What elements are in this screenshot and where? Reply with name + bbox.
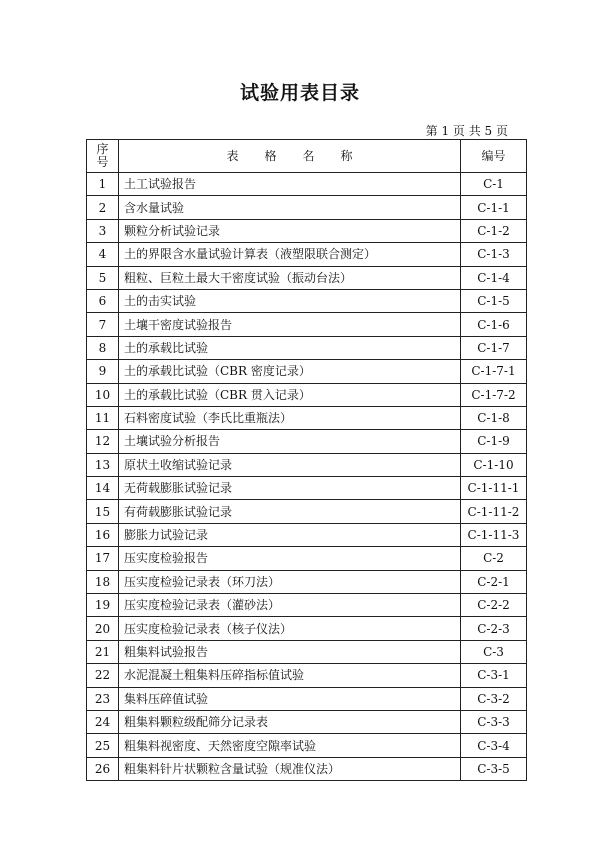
table-row (87, 430, 527, 453)
row-form-name: 压实度检验记录表（灌砂法） (119, 594, 461, 617)
row-form-name: 颗粒分析试验记录 (119, 219, 461, 242)
table-row (87, 313, 527, 336)
row-form-name: 粗集料视密度、天然密度空隙率试验 (119, 734, 461, 757)
row-code: C-3 (461, 640, 527, 663)
row-number: 19 (87, 594, 119, 617)
row-code: C-1-11-3 (461, 523, 527, 546)
row-form-name: 粗粒、巨粒土最大干密度试验（振动台法） (119, 266, 461, 289)
row-code: C-3-1 (461, 664, 527, 687)
table-row (87, 594, 527, 617)
table-row (87, 687, 527, 710)
row-code: C-1-1 (461, 196, 527, 219)
table-row (87, 477, 527, 500)
row-code: C-1-3 (461, 243, 527, 266)
row-number: 24 (87, 710, 119, 733)
row-number: 6 (87, 289, 119, 312)
row-form-name: 水泥混凝土粗集料压碎指标值试验 (119, 664, 461, 687)
row-code: C-1-7-1 (461, 360, 527, 383)
row-form-name: 无荷载膨胀试验记录 (119, 477, 461, 500)
row-code: C-2 (461, 547, 527, 570)
row-form-name: 土的击实试验 (119, 289, 461, 312)
row-number: 2 (87, 196, 119, 219)
row-code: C-1-7 (461, 336, 527, 359)
row-code: C-1-2 (461, 219, 527, 242)
row-form-name: 土的承载比试验（CBR 贯入记录） (119, 383, 461, 406)
row-form-name: 粗集料试验报告 (119, 640, 461, 663)
row-code: C-1-8 (461, 406, 527, 429)
table-row (87, 757, 527, 780)
row-form-name: 粗集料颗粒级配筛分记录表 (119, 710, 461, 733)
table-row (87, 406, 527, 429)
row-form-name: 土壤干密度试验报告 (119, 313, 461, 336)
row-code: C-1-6 (461, 313, 527, 336)
row-number: 26 (87, 757, 119, 780)
row-number: 11 (87, 406, 119, 429)
row-number: 8 (87, 336, 119, 359)
row-code: C-3-3 (461, 710, 527, 733)
row-number: 12 (87, 430, 119, 453)
header-code: 编号 (461, 140, 527, 173)
table-row (87, 664, 527, 687)
row-number: 15 (87, 500, 119, 523)
row-number: 23 (87, 687, 119, 710)
row-number: 7 (87, 313, 119, 336)
row-form-name: 土壤试验分析报告 (119, 430, 461, 453)
row-form-name: 石料密度试验（李氏比重瓶法） (119, 406, 461, 429)
row-form-name: 压实度检验报告 (119, 547, 461, 570)
row-number: 18 (87, 570, 119, 593)
row-code: C-1 (461, 173, 527, 196)
row-number: 25 (87, 734, 119, 757)
row-code: C-2-2 (461, 594, 527, 617)
table-row (87, 173, 527, 196)
page-counter: 第 1 页 共 5 页 (425, 124, 508, 138)
row-form-name: 有荷载膨胀试验记录 (119, 500, 461, 523)
row-number: 21 (87, 640, 119, 663)
row-number: 10 (87, 383, 119, 406)
row-code: C-1-11-1 (461, 477, 527, 500)
row-code: C-1-9 (461, 430, 527, 453)
table-row (87, 219, 527, 242)
row-form-name: 粗集料针片状颗粒含量试验（规准仪法） (119, 757, 461, 780)
header-serial-line2: 号 (96, 155, 109, 169)
form-index-table (86, 139, 527, 781)
row-number: 14 (87, 477, 119, 500)
row-number: 9 (87, 360, 119, 383)
table-row (87, 196, 527, 219)
row-number: 5 (87, 266, 119, 289)
page-title: 试验用表目录 (239, 82, 360, 104)
table-row (87, 640, 527, 663)
table-row (87, 570, 527, 593)
table-row (87, 243, 527, 266)
table-row (87, 336, 527, 359)
row-form-name: 土的承载比试验 (119, 336, 461, 359)
row-number: 3 (87, 219, 119, 242)
table-row (87, 523, 527, 546)
table-row (87, 617, 527, 640)
header-serial-line1: 序 (96, 142, 109, 156)
row-number: 4 (87, 243, 119, 266)
table-row (87, 453, 527, 476)
table-row (87, 547, 527, 570)
table-row (87, 383, 527, 406)
row-code: C-1-4 (461, 266, 527, 289)
table-row (87, 266, 527, 289)
row-code: C-2-1 (461, 570, 527, 593)
table-row (87, 734, 527, 757)
row-code: C-1-7-2 (461, 383, 527, 406)
row-number: 20 (87, 617, 119, 640)
row-form-name: 集料压碎值试验 (119, 687, 461, 710)
row-code: C-1-5 (461, 289, 527, 312)
row-form-name: 压实度检验记录表（环刀法） (119, 570, 461, 593)
row-number: 17 (87, 547, 119, 570)
table-row (87, 500, 527, 523)
row-form-name: 压实度检验记录表（核子仪法） (119, 617, 461, 640)
row-form-name: 土的界限含水量试验计算表（液塑限联合测定） (119, 243, 461, 266)
header-form-name: 表格名称 (119, 140, 461, 173)
row-form-name: 土的承载比试验（CBR 密度记录） (119, 360, 461, 383)
row-form-name: 土工试验报告 (119, 173, 461, 196)
table-row (87, 710, 527, 733)
row-code: C-2-3 (461, 617, 527, 640)
row-form-name: 原状土收缩试验记录 (119, 453, 461, 476)
row-number: 1 (87, 173, 119, 196)
row-code: C-1-10 (461, 453, 527, 476)
table-row (87, 289, 527, 312)
row-form-name: 含水量试验 (119, 196, 461, 219)
row-code: C-3-5 (461, 757, 527, 780)
row-code: C-1-11-2 (461, 500, 527, 523)
table-header-row (87, 140, 527, 173)
row-code: C-3-4 (461, 734, 527, 757)
row-number: 13 (87, 453, 119, 476)
row-code: C-3-2 (461, 687, 527, 710)
table-row (87, 360, 527, 383)
row-form-name: 膨胀力试验记录 (119, 523, 461, 546)
row-number: 22 (87, 664, 119, 687)
row-number: 16 (87, 523, 119, 546)
header-serial-number (87, 140, 119, 173)
